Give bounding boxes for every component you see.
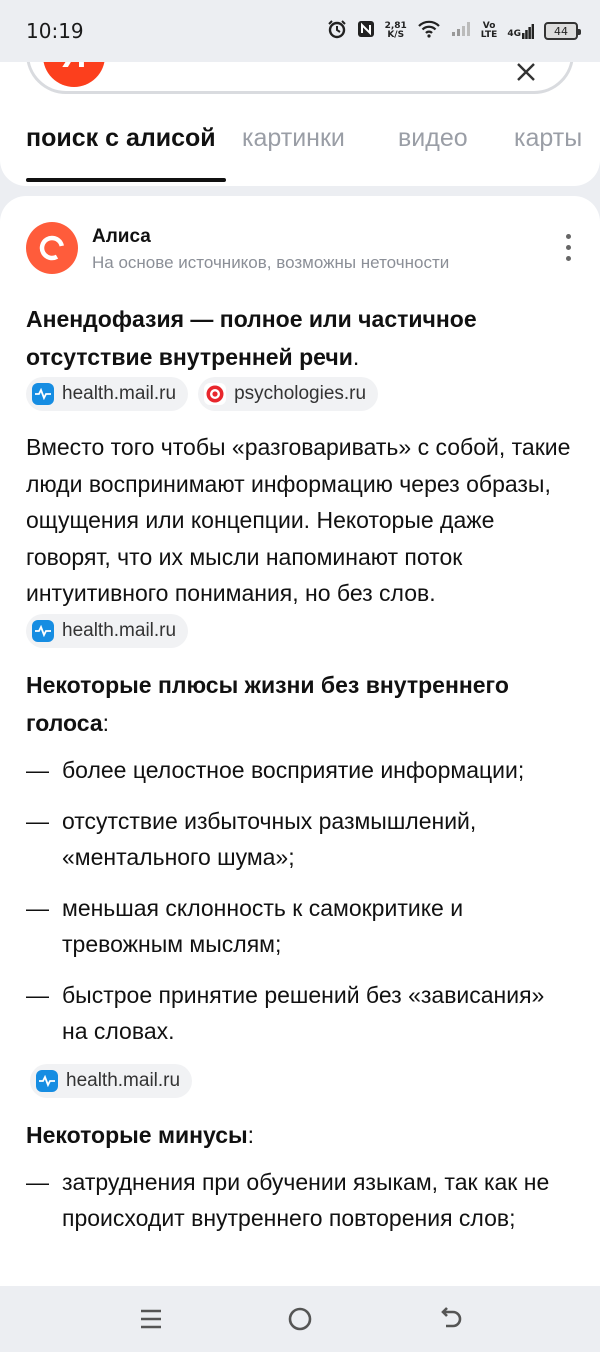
- tab-video[interactable]: видео: [398, 124, 468, 152]
- more-options-icon[interactable]: [564, 234, 572, 261]
- tab-images[interactable]: картинки: [242, 124, 345, 152]
- source-chip-health-mail[interactable]: [30, 1064, 192, 1098]
- source-chip-psychologies[interactable]: [198, 377, 378, 411]
- battery-level: 44: [554, 24, 568, 38]
- definition-end: .: [352, 344, 360, 370]
- list-item: — отсутствие избыточных размышлений, «ментального шума»;: [26, 803, 574, 876]
- sources-row: [26, 377, 574, 411]
- answer-content: [26, 300, 574, 1251]
- source-chip-health-mail[interactable]: [26, 377, 188, 411]
- tab-maps[interactable]: карты: [514, 124, 583, 152]
- search-tabs: [0, 120, 600, 180]
- list-item: — быстрое принятие решений без «зависания» на словах.: [26, 977, 574, 1050]
- psychologies-icon: [204, 383, 226, 405]
- volte-bottom: LTE: [480, 30, 498, 40]
- source-label: health.mail.ru: [66, 1069, 181, 1091]
- cons-heading: [26, 1116, 574, 1154]
- volte-top: Vo: [482, 21, 496, 31]
- definition: [26, 300, 574, 376]
- net-speed: [385, 22, 407, 40]
- cons-heading-colon: :: [247, 1121, 255, 1148]
- assistant-subtitle: На основе источников, возможны неточности: [92, 253, 450, 272]
- health-mail-icon: [36, 1070, 58, 1092]
- assistant-name: Алиса: [92, 226, 151, 247]
- answer-paragraph: [26, 429, 574, 648]
- pros-heading-text: Некоторые плюсы жизни без внутреннего голоса: [26, 672, 509, 737]
- health-mail-icon: [32, 620, 54, 642]
- definition-text: Анендофазия — полное или частичное отсутствие внутренней речи: [26, 306, 477, 370]
- status-time: 10:19: [26, 19, 84, 43]
- system-nav-bar: [0, 1286, 600, 1352]
- pros-list: [26, 752, 574, 1050]
- source-label: health.mail.ru: [62, 383, 177, 404]
- nfc-icon: [357, 20, 375, 42]
- status-icons: [327, 19, 578, 43]
- home-icon[interactable]: [285, 1304, 315, 1334]
- battery-icon: [544, 22, 578, 40]
- tab-alisa-search[interactable]: поиск с алисой: [26, 124, 216, 152]
- cons-heading-text: Некоторые минусы: [26, 1121, 248, 1148]
- network-type: 4G: [507, 29, 521, 39]
- list-item: — затруднения при обучении языкам, так как не происходит внутреннего повторения слов;: [26, 1164, 574, 1237]
- network-indicator: [507, 23, 534, 39]
- signal-weak-icon: [451, 21, 471, 41]
- pros-heading: [26, 666, 574, 742]
- pros-source: [30, 1064, 574, 1098]
- wifi-icon: [417, 20, 441, 42]
- back-icon[interactable]: [436, 1304, 466, 1334]
- net-speed-value: 2,81: [384, 21, 407, 31]
- paragraph-text: Вместо того чтобы «разговаривать» с собой, такие люди воспринимают информацию через образы, ощущения или концепции. Некоторые даже говорят, что их мысли напоминают поток интуитивного понимания, но без слов.: [26, 434, 571, 606]
- alarm-icon: [327, 19, 347, 43]
- health-mail-icon: [32, 383, 54, 405]
- menu-icon[interactable]: [136, 1304, 166, 1334]
- alisa-answer-card: [0, 196, 600, 1296]
- source-label: psychologies.ru: [234, 383, 367, 404]
- alisa-logo-icon: [26, 222, 78, 274]
- status-bar: [0, 0, 600, 62]
- list-item: — более целостное восприятие информации;: [26, 752, 574, 789]
- clear-icon[interactable]: [515, 61, 537, 89]
- net-speed-unit: K/S: [387, 30, 405, 40]
- volte-indicator: [481, 22, 498, 40]
- signal-strong-icon: [522, 23, 534, 39]
- list-item: — меньшая склонность к самокритике и тревожным мыслям;: [26, 890, 574, 963]
- pros-heading-colon: :: [102, 710, 110, 737]
- active-tab-indicator: [26, 178, 226, 182]
- source-label: health.mail.ru: [62, 620, 177, 642]
- cons-list: [26, 1164, 574, 1237]
- source-chip-health-mail[interactable]: [26, 614, 188, 648]
